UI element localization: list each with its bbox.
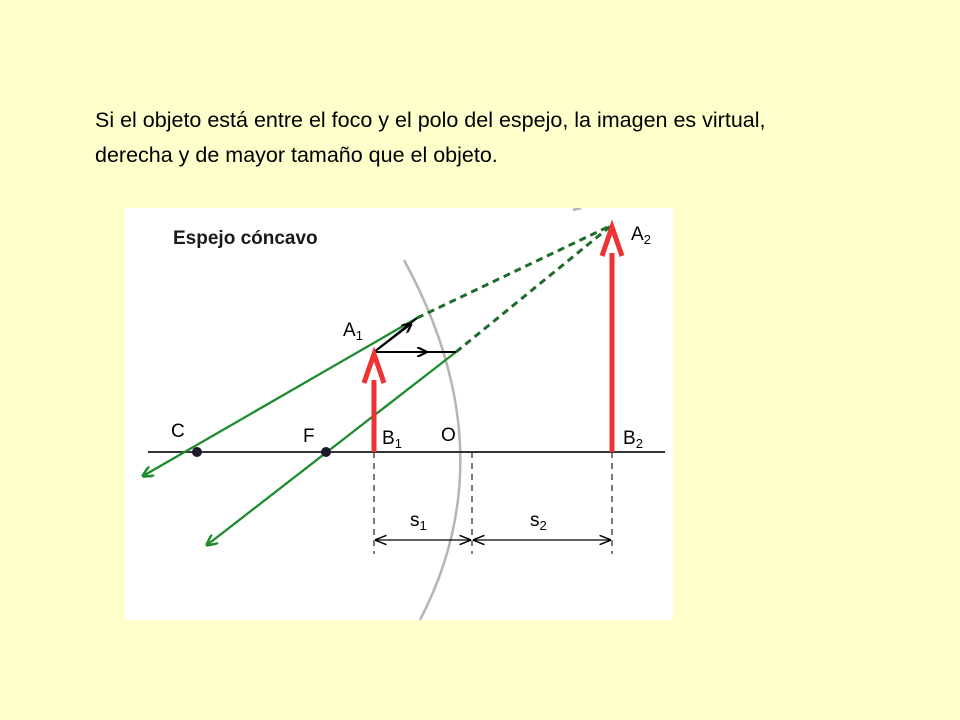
- label-a2: $A_2$: [631, 224, 651, 247]
- center-of-curvature-point: [192, 447, 202, 457]
- label-s1: $s_1$: [410, 510, 427, 533]
- label-a1: $A_1$: [343, 320, 363, 343]
- image-arrow-head: [602, 227, 622, 256]
- diagram-canvas: [125, 208, 673, 620]
- diagram-title: Espejo cóncavo: [173, 228, 318, 249]
- label-b2: $B_2$: [623, 428, 643, 451]
- label-s2: $s_2$: [530, 510, 547, 533]
- incident-ray-toward-center-arrow: [374, 324, 411, 352]
- mirror-top-fragment: [573, 208, 581, 210]
- slide-caption: Si el objeto está entre el foco y el polo del espejo, la imagen es virtual, derecha y de mayor tamaño que el objeto.: [95, 108, 766, 167]
- focus-point: [321, 447, 331, 457]
- label-c: C: [171, 421, 185, 442]
- label-f: F: [303, 426, 315, 447]
- concave-mirror-diagram: [125, 208, 673, 620]
- label-o: O: [441, 425, 456, 446]
- label-b1: $B_1$: [382, 428, 402, 451]
- virtual-ray-extension-lower: [456, 225, 612, 352]
- object-arrow-head: [364, 354, 384, 383]
